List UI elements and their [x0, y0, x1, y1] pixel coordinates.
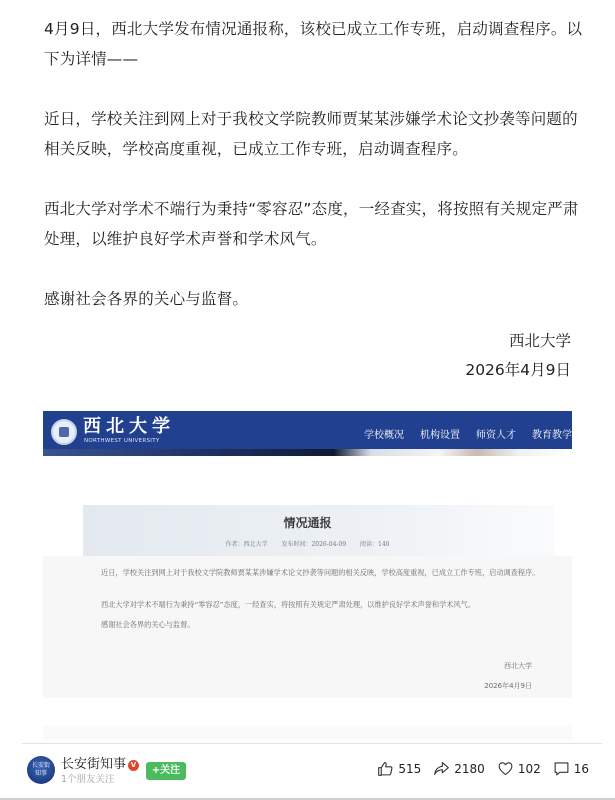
- heart-icon: [497, 760, 514, 777]
- thumbs-up-icon: [377, 760, 394, 777]
- like-count: 515: [398, 761, 422, 776]
- follow-button[interactable]: +关注: [146, 762, 186, 780]
- embedded-meta-author: 作者：西北大学: [225, 541, 268, 548]
- embedded-paragraph: 近日，学校关注到网上对于我校文学院教师贾某某涉嫌学术论文抄袭等问题的相关反映，学校高度重视，已成立工作专班，启动调查程序。: [101, 568, 540, 577]
- share-arrow-icon: [433, 760, 450, 777]
- share-count: 2180: [454, 761, 485, 776]
- embedded-nav-menu: [364, 414, 572, 452]
- article-date: 2026年4月9日: [465, 361, 571, 379]
- embedded-notice-body: [43, 556, 572, 698]
- embedded-site-header: [43, 411, 572, 449]
- author-followers-note: 1个朋友关注: [61, 774, 115, 785]
- post-footer: [0, 744, 615, 800]
- author-avatar[interactable]: 长安街 知事: [27, 756, 55, 784]
- embedded-meta-published: 发布时间：2026-04-09: [281, 541, 347, 548]
- comment-button[interactable]: [553, 760, 589, 777]
- article-paragraph: 4月9日，西北大学发布情况通报称，该校已成立工作专班，启动调查程序。以下为详情——: [44, 20, 583, 68]
- article-paragraph: 西北大学对学术不端行为秉持“零容忍”态度，一经查实，将按照有关规定严肃处理，以维护良好学术声誉和学术风气。: [44, 200, 579, 248]
- embedded-nav-item: 师资人才: [476, 429, 516, 441]
- favorite-button[interactable]: [497, 760, 541, 777]
- article-paragraph: 感谢社会各界的关心与监督。: [44, 290, 249, 308]
- comment-count: 16: [573, 761, 589, 776]
- favorite-count: 102: [517, 761, 541, 776]
- comment-icon: [553, 760, 570, 777]
- embedded-signature: 西北大学: [504, 662, 532, 670]
- embedded-date: 2026年4月9日: [484, 682, 532, 690]
- share-button[interactable]: [433, 760, 485, 777]
- verified-badge-icon: V: [128, 760, 139, 771]
- embedded-meta-views: 阅读：140: [360, 541, 390, 548]
- engagement-stats: [377, 760, 589, 777]
- embedded-paragraph: 感谢社会各界的关心与监督。: [101, 620, 195, 629]
- author-name-row[interactable]: [61, 753, 139, 772]
- like-button[interactable]: [377, 760, 421, 777]
- embedded-notice-screenshot[interactable]: [43, 408, 572, 698]
- embedded-notice-title: 情况通报: [283, 516, 332, 530]
- author-name[interactable]: 长安街知事: [61, 757, 127, 772]
- embedded-brand-cn: 西北大学: [83, 416, 175, 437]
- article-paragraph: 近日，学校关注到网上对于我校文学院教师贾某某涉嫌学术论文抄袭等问题的相关反映，学校高度重视，已成立工作专班，启动调查程序。: [44, 110, 578, 158]
- article-body: [44, 14, 584, 314]
- embedded-nav-item: 教育教学: [532, 429, 572, 441]
- embedded-nav-item: 机构设置: [420, 429, 460, 441]
- embedded-banner-strip: [43, 449, 572, 456]
- embedded-nav-item: 学校概况: [364, 429, 404, 441]
- article-signature: 西北大学: [508, 332, 571, 350]
- embedded-notice-meta: [43, 539, 572, 548]
- university-emblem-icon: [51, 419, 77, 445]
- embedded-image-bottom: [43, 726, 572, 740]
- embedded-brand-en: NORTHWEST UNIVERSITY: [84, 438, 160, 444]
- embedded-paragraph: 西北大学对学术不端行为秉持“零容忍”态度，一经查实，将按照有关规定严肃处理，以维护良好学术声誉和学术风气。: [101, 600, 476, 609]
